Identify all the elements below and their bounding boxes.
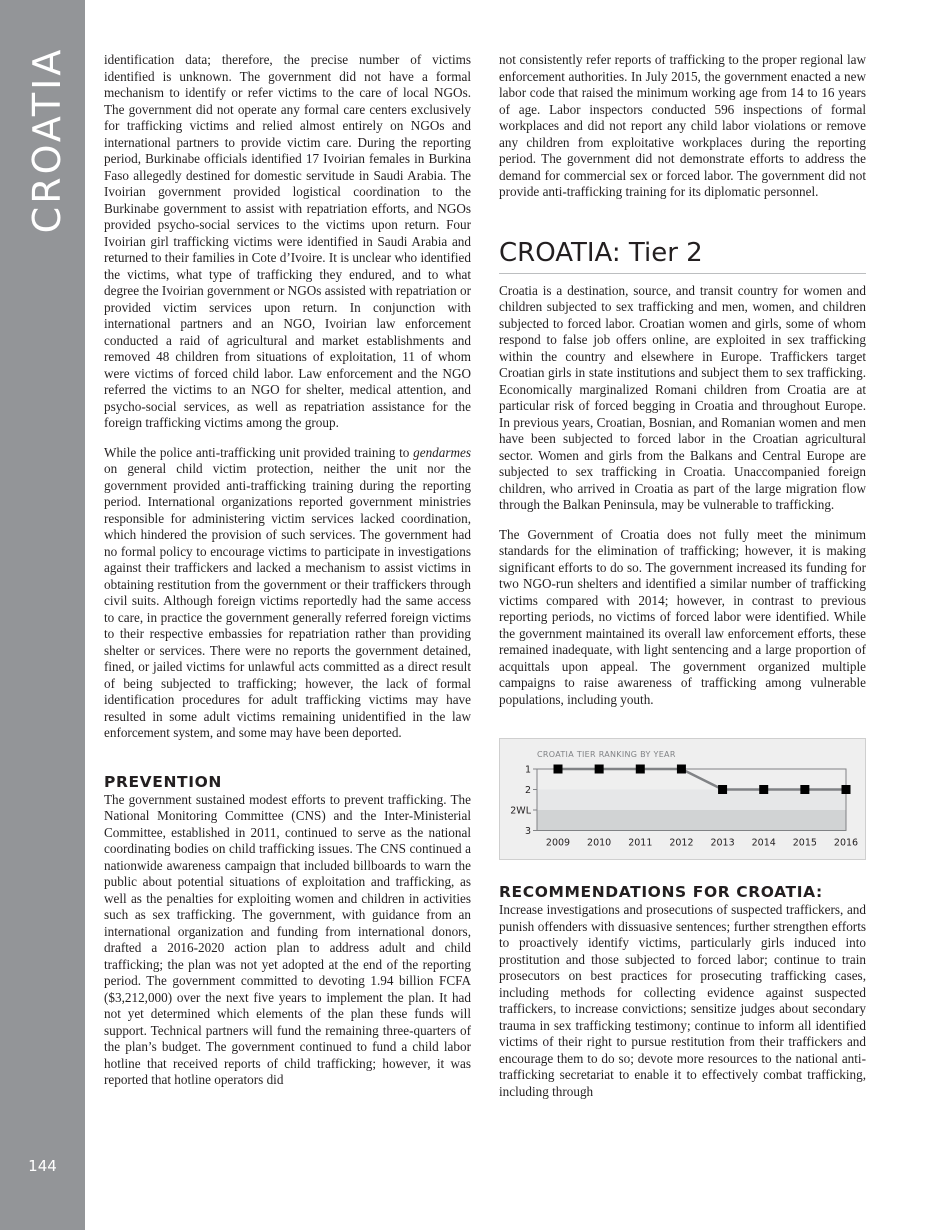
x-tick-label: 2014: [751, 837, 776, 849]
tier-data-point: [759, 785, 768, 794]
page-number: 144: [28, 1157, 57, 1175]
tier-data-point: [718, 785, 727, 794]
x-tick-label: 2015: [792, 837, 817, 849]
left-paragraph-2-rest: on general child victim protection, neither the unit nor the government provided anti-trafficking training during the reporting period. International organizations reported government ministries responsible for administering victim services lacked coordination, which hindered the provision of such services. The government had no formal policy to encourage victims to participate in investigations against their traffickers and lacked a mechanism to assist victims in obtaining restitution from the government or their traffickers through civil suits. Although foreign victims reportedly had the same access to care, in practice the government generally referred foreign victims to their respective embassies for repatriation rather than providing shelter or services. There were no reports the government detained, fined, or jailed victims for unlawful acts committed as a direct result of being subjected to trafficking; however, the lack of formal identification procedures for adult trafficking victims may have resulted in some adult victims remaining unidentified in the law enforcement system, and some may have been deported.: [104, 461, 471, 740]
x-tick-label: 2011: [628, 837, 653, 849]
left-paragraph-2-start: While the police anti-trafficking unit provided training to: [104, 444, 414, 460]
left-paragraph-1: identification data; therefore, the precise number of victims identified is unknown. The government did not have a formal mechanism to identify or refer victims to the care of local NGOs. The government did not operate any formal care centers exclusively for trafficking victims and relied almost entirely on NGOs and international partners to provide victim care. During the reporting period, Burkinabe officials identified 17 Ivoirian females in Burkina Faso allegedly destined for domestic servitude in Saudi Arabia. The Ivoirian government provided logistical coordination to the Burkinabe government to assist with repatriation efforts, and NGOs provided psycho-social services to the victims upon return. Four Ivoirian girl trafficking victims were identified in Saudi Arabia and returned to their families in Cote d’Ivoire. It is unclear who identified the victims, what type of trafficking they endured, and to what degree the Ivoirian government or NGOs assisted with repatriation or provided victim services upon return. In conjunction with international partners and an NGO, Ivoirian law enforcement conducted a raid of agricultural and market establishments and removed 48 children from situations of exploitation, 11 of whom were victims of forced child labor. Law enforcement and the NGO referred the victims to an NGO for shelter, medical attention, and psycho-social services, as well as repatriation assistance for the foreign trafficking victims among the group.: [104, 52, 471, 430]
y-tick-label: 2WL: [510, 805, 531, 817]
left-paragraph-2: [104, 445, 471, 742]
tier-data-point: [677, 765, 686, 774]
x-tick-label: 2012: [669, 837, 694, 849]
x-tick-label: 2013: [710, 837, 735, 849]
recommendations-heading: RECOMMENDATIONS FOR CROATIA:: [499, 883, 823, 901]
croatia-overview-paragraph: Croatia is a destination, source, and transit country for women and children subjected to sex trafficking and men, women, and children subjected to forced labor. Croatian women and girls, some of whom respond to false job offers online, are exploited in sex trafficking within the country and elsewhere in Europe. Traffickers target Croatian girls in state institutions and subject them to sex trafficking. Economically marginalized Romani children from Croatia are at particular risk of forced begging in Croatia and throughout Europe. In previous years, Croatian, Bosnian, and Romanian women and men have been subjected to forced labor in the Croatian agricultural sector. Women and girls from the Balkans and Central Europe are subjected to sex trafficking in Croatia. Unaccompanied foreign children, who arrived in Croatia as part of the large migration flow through the Balkan Peninsula, may be vulnerable to trafficking.: [499, 282, 866, 512]
tier-2-band: [537, 790, 846, 811]
tier-data-point: [595, 765, 604, 774]
tier-data-point: [842, 785, 851, 794]
x-tick-label: 2010: [587, 837, 612, 849]
y-tick-label: 2: [524, 785, 531, 796]
y-tick-label: 1: [524, 764, 531, 776]
chart-title: CROATIA TIER RANKING BY YEAR: [537, 750, 676, 759]
x-tick-label: 2016: [833, 837, 859, 849]
tier-ranking-chart: [499, 738, 866, 860]
tier-ranking-chart-svg: [500, 739, 867, 861]
tier-2wl-band: [537, 810, 846, 831]
tier-data-point: [554, 765, 563, 774]
right-paragraph-1: not consistently refer reports of trafficking to the proper regional law enforcement authorities. In July 2015, the government enacted a new labor code that raised the minimum working age from 14 to 16 years of age. Labor inspectors conducted 596 inspections of formal workplaces and did not report any child labor violations or remove any children from exploitative workplaces during the reporting period. The government did not demonstrate efforts to address the demand for commercial sex or forced labor. The government did not provide anti-trafficking training for its diplomatic personnel.: [499, 52, 866, 199]
tier-data-point: [800, 785, 809, 794]
croatia-assessment-paragraph: The Government of Croatia does not fully meet the minimum standards for the elimination of trafficking; however, it is making significant efforts to do so. The government increased its funding for two NGO-run shelters and identified a similar number of trafficking victims compared with 2014; however, in contrast to previous reporting periods, no victims of forced labor were identified. While the government maintained its overall law enforcement efforts, these remained inadequate, with light sentencing and a large proportion of acquittals upon appeal. The government organized multiple campaigns to raise awareness of trafficking among vulnerable populations, including youth.: [499, 526, 866, 707]
right-column: [499, 52, 866, 1100]
tier-data-point: [636, 765, 645, 774]
prevention-heading: PREVENTION: [104, 772, 222, 791]
sidebar: [0, 0, 85, 1230]
y-tick-label: 3: [524, 826, 531, 837]
left-column: [104, 52, 471, 1089]
x-tick-label: 2009: [545, 837, 571, 849]
prevention-paragraph: The government sustained modest efforts to prevent trafficking. The National Monitoring Committee (CNS) and the Inter-Ministerial Committee, established in 2011, continued to serve as the national coordinating bodies on child trafficking issues. The CNS continued a nationwide awareness campaign that included billboards to warn the public about potential situations of exploitation and trafficking, as well as the penalties for exploiting women and children in activities such as sex trafficking. The government, with guidance from an international organization and funding from international donors, drafted a 2016-2020 action plan to address adult and child trafficking; the plan was not yet adopted at the end of the reporting period. The government committed to devoting 1.94 billion FCFA ($3,212,000) over the next five years to implement the plan. It had not yet determined which elements of the plan these funds will support. Technical partners will fund the remaining three-quarters of the plan’s budget. The government continued to fund a child labor hotline that received reports of child trafficking; however, it was reported that hotline operators did: [104, 791, 471, 1087]
recommendations-paragraph: Increase investigations and prosecutions of suspected traffickers, and punish offenders with dissuasive sentences; further strengthen efforts to proactively identify victims, particularly girls induced into prostitution and those subjected to forced labor; continue to train prosecutors on best practices for prosecuting trafficking cases, including methods for collecting evidence against suspected traffickers, to increase convictions; sensitize judges about secondary trauma in sex trafficking testimony; continue to inform all identified victims of their right to pursue restitution from their traffickers and encourage them to do so; devote more resources to the national anti-trafficking secretariat to enable it to effectively combat trafficking, including through: [499, 902, 866, 1099]
sidebar-country-title: CROATIA: [25, 46, 69, 234]
gendarmes-italic: gendarmes: [413, 444, 471, 460]
country-tier-heading: CROATIA: Tier 2: [499, 237, 866, 274]
